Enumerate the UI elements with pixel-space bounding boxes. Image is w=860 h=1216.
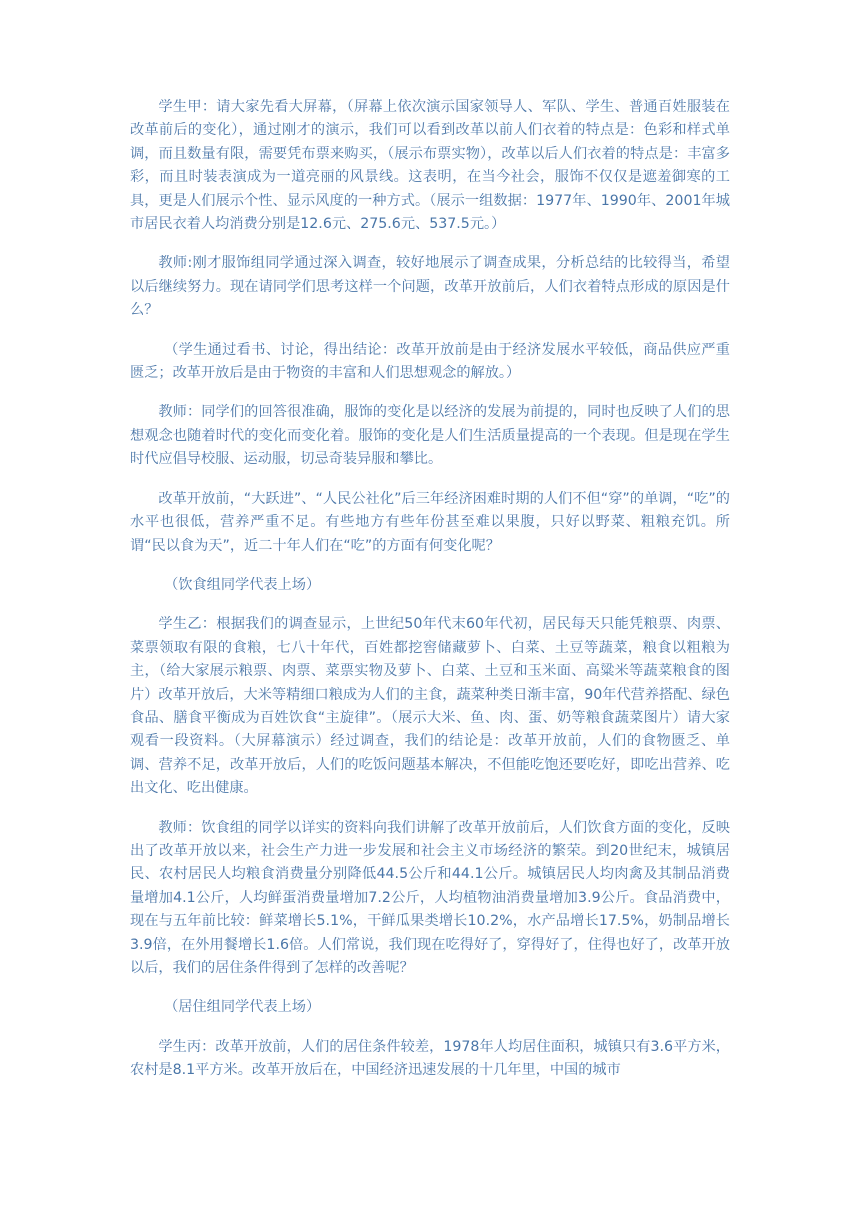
paragraph-food-intro: 改革开放前，“大跃进”、“人民公社化”后三年经济困难时期的人们不但“穿”的单调，“吃”的水平也很低，营养严重不足。有些地方有些年份甚至难以果腹，只好以野菜、粗粮充饥。所谓“民以食为天”，近二十年人们在“吃”的方面有何变化呢？ [130,490,730,554]
paragraph-student-c: 学生丙：改革开放前，人们的居住条件较差，1978年人均居住面积，城镇只有3.6平方米，农村是8.1平方米。改革开放后在，中国经济迅速发展的十几年里，中国的城市 [130,1038,730,1079]
paragraph-teacher-question: 教师:刚才服饰组同学通过深入调查，较好地展示了调查成果，分析总结的比较得当，希望以后继续努力。现在请同学们思考这样一个问题，改革开放前后，人们衣着特点形成的原因是什么？ [130,255,730,319]
stage-direction-food-group: （饮食组同学代表上场） [164,576,321,593]
paragraph-student-b: 学生乙：根据我们的调查显示，上世纪50年代末60年代初，居民每天只能凭粮票、肉票、菜票领取有限的食粮，七八十年代，百姓都挖窖储藏萝卜、白菜、土豆等蔬菜，粮食以粗粮为主，（给大家展示粮票、肉票、菜票实物及萝卜、白菜、土豆和玉米面、高粱米等蔬菜粮食的图片）改革开放后，大米等精细口粮成为人们的主食，蔬菜种类日渐丰富，90年代营养搭配、绿色食品、膳食平衡成为百姓饮食“主旋律”。（展示大米、鱼、肉、蛋、奶等粮食蔬菜图片）请大家观看一段资料。（大屏幕演示）经过调查，我们的结论是：改革开放前，人们的食物匮乏、单调、营养不足，改革开放后，人们的吃饭问题基本解决，不但能吃饱还要吃好，即吃出营养、吃出文化、吃出健康。 [130,616,730,797]
document-body [130,96,730,1099]
paragraph-teacher-comment: 教师：同学们的回答很准确，服饰的变化是以经济的发展为前提的，同时也反映了人们的思想观念也随着时代的变化而变化着。服饰的变化是人们生活质量提高的一个表现。但是现在学生时代应倡导校服、运动服，切忌奇装异服和攀比。 [130,404,730,468]
paragraph-student-a: 学生甲：请大家先看大屏幕，（屏幕上依次演示国家领导人、军队、学生、普通百姓服装在改革前后的变化），通过刚才的演示，我们可以看到改革以前人们衣着的特点是：色彩和样式单调，而且数量有限，需要凭布票来购买，（展示布票实物），改革以后人们衣着的特点是：丰富多彩，而且时装表演成为一道亮丽的风景线。这表明，在当今社会，服饰不仅仅是遮羞御寒的工具，更是人们展示个性、显示风度的一种方式。（展示一组数据：1977年、1990年、2001年城市居民衣着人均消费分别是12.6元、275.6元、537.5元。） [130,99,730,233]
paragraph-teacher-food-summary: 教师：饮食组的同学以详实的资料向我们讲解了改革开放前后，人们饮食方面的变化，反映出了改革开放以来，社会生产力进一步发展和社会主义市场经济的繁荣。到20世纪末，城镇居民、农村居民人均粮食消费量分别降低44.5公斤和44.1公斤。城镇居民人均肉禽及其制品消费量增加4.1公斤，人均鲜蛋消费量增加7.2公斤，人均植物油消费量增加3.9公斤。食品消费中，现在与五年前比较：鲜菜增长5.1%，干鲜瓜果类增长10.2%，水产品增长17.5%，奶制品增长3.9倍，在外用餐增长1.6倍。人们常说，我们现在吃得好了，穿得好了，住得也好了，改革开放以后，我们的居住条件得到了怎样的改善呢？ [130,819,730,976]
paragraph-student-discussion: （学生通过看书、讨论，得出结论：改革开放前是由于经济发展水平较低，商品供应严重匮乏；改革开放后是由于物资的丰富和人们思想观念的解放。） [130,341,730,382]
stage-direction-housing-group: （居住组同学代表上场） [164,999,321,1016]
